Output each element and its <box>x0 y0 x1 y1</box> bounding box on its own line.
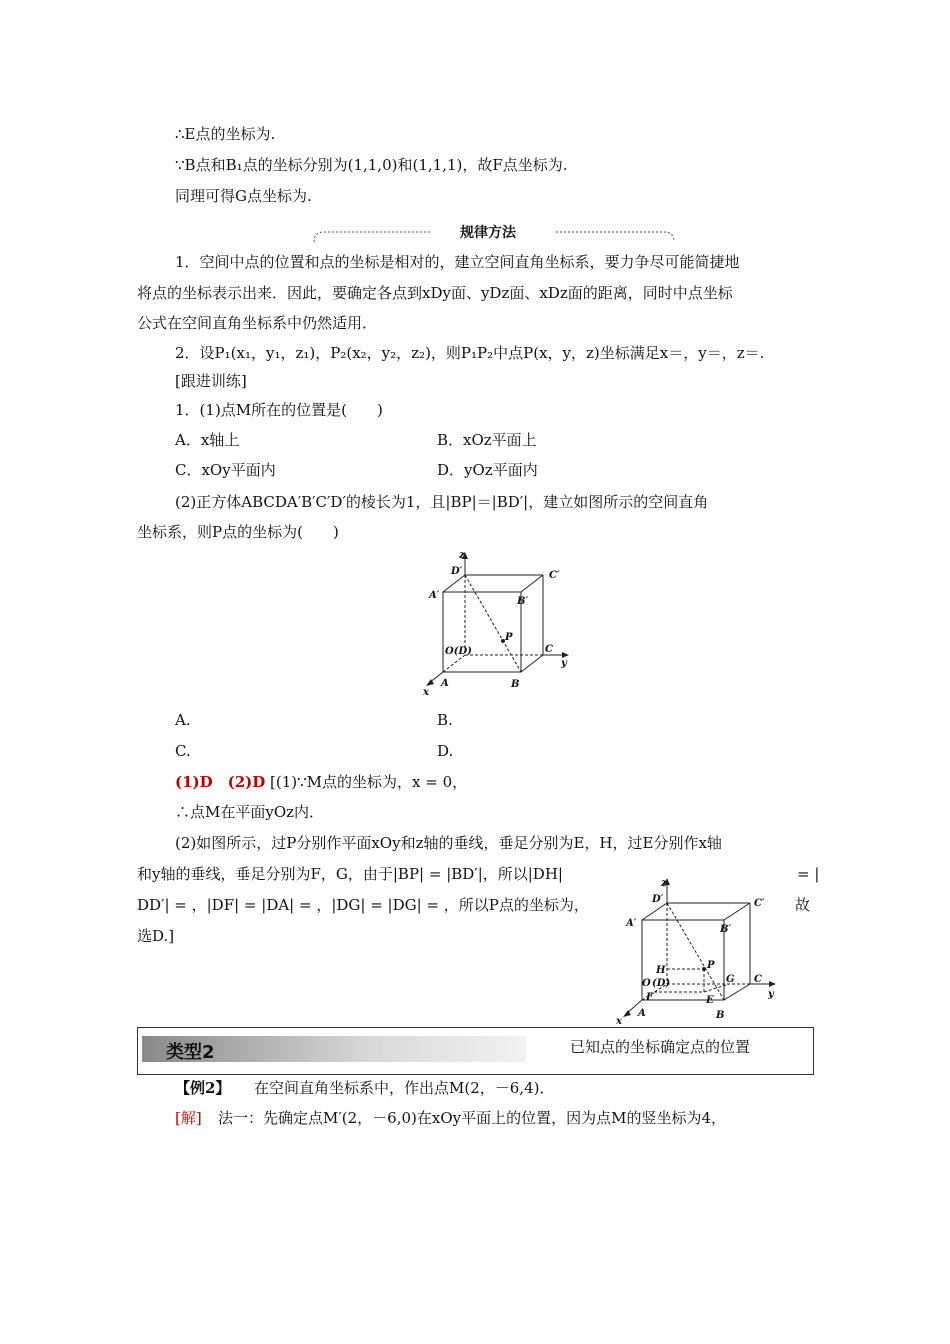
fig1-label: y <box>561 658 567 669</box>
fig2-label: A′ <box>626 918 637 929</box>
answer-b: B. <box>437 711 453 729</box>
option-b: B．xOz平面上 <box>437 431 537 449</box>
fig1-label: z <box>459 550 465 561</box>
fig2-label: G <box>726 974 735 985</box>
answer-c: C. <box>175 742 191 760</box>
answer-key: (1)D (2)D <box>175 773 266 791</box>
fig1-label: C <box>545 644 553 655</box>
follow-up-heading: [跟进训练] <box>175 372 247 390</box>
solution-line2: ∴点M在平面yOz内． <box>175 803 325 821</box>
solution-line5: DD′| = ，|DF| = |DA| = ，|DG| = |DG| = ，所以P点的坐标为， <box>137 896 589 914</box>
fig2-label: O <box>642 978 651 989</box>
solution-line5-right: 故 <box>795 896 811 914</box>
solution-line4: 和y轴的垂线，垂足分别为F，G，由于|BP| = |BD′|，所以|DH| <box>137 865 563 883</box>
method-p1-line1: 1．空间中点的位置和点的坐标是相对的，建立空间直角坐标系，要力争尽可能简捷地 <box>175 253 740 271</box>
fig1-label: x <box>423 687 429 698</box>
example-label: 【例2】 <box>175 1079 231 1097</box>
cube-figure-1 <box>415 548 590 698</box>
fig2-label: F <box>646 992 654 1003</box>
solution-label: [解] <box>175 1109 202 1127</box>
fig1-label: P <box>505 632 513 643</box>
fig2-label: P <box>707 960 715 971</box>
type-label: 类型2 <box>166 1042 215 1063</box>
line-e-coord: ∴E点的坐标为. <box>175 125 276 143</box>
solution-line3: (2)如图所示，过P分别作平面xOy和z轴的垂线，垂足分别为E，H，过E分别作x轴 <box>175 834 722 852</box>
example-text: 在空间直角坐标系中，作出点M(2，－6,4)． <box>254 1079 555 1097</box>
option-a: A．x轴上 <box>175 431 240 449</box>
fig2-label: x <box>616 1016 622 1027</box>
fig2-label: D′ <box>652 894 664 905</box>
fig1-label: B <box>511 679 520 690</box>
fig1-label: B′ <box>517 596 529 607</box>
fig2-label: z <box>661 878 667 889</box>
method-banner <box>312 222 676 244</box>
question-2-line1: (2)正方体ABCDA′B′C′D′的棱长为1，且|BP|＝|BD′|，建立如图所示的空间直角 <box>175 493 709 511</box>
fig1-label: C′ <box>549 570 560 581</box>
fig2-label: (D) <box>652 978 671 989</box>
fig2-label: C′ <box>754 898 765 909</box>
method-p2: 2．设P₁(x₁，y₁，z₁)，P₂(x₂，y₂，z₂)，则P₁P₂中点P(x，y，z)坐标满足x＝，y＝，z＝. <box>175 344 765 362</box>
line-f-coord: ∵B点和B₁点的坐标分别为(1,1,0)和(1,1,1)，故F点坐标为. <box>175 156 568 174</box>
question-1: 1．(1)点M所在的位置是( ) <box>175 401 383 419</box>
fig2-label: H <box>656 965 666 976</box>
answer-a: A. <box>175 711 191 729</box>
option-c: C．xOy平面内 <box>175 461 276 479</box>
method-p1-line3: 公式在空间直角坐标系中仍然适用． <box>137 314 378 332</box>
fig2-label: B′ <box>720 924 732 935</box>
fig2-label: C <box>754 974 762 985</box>
method-p1-line2: 将点的坐标表示出来．因此，要确定各点到xDy面、yDz面、xDz面的距离，同时中点坐标 <box>137 284 733 302</box>
solution-line6: 选D.] <box>137 927 175 945</box>
fig1-label: D′ <box>451 566 463 577</box>
cube-figure-2 <box>612 876 787 1028</box>
banner-label: 规律方法 <box>460 225 516 241</box>
method-1-text: 法一：先确定点M′(2，－6,0)在xOy平面上的位置，因为点M的竖坐标为4， <box>218 1109 727 1127</box>
answer-d: D. <box>437 742 454 760</box>
fig2-label: E <box>706 995 714 1006</box>
line-g-coord: 同理可得G点坐标为. <box>175 187 312 205</box>
option-d: D．yOz平面内 <box>437 461 538 479</box>
solution-line4-right: = | <box>797 865 820 883</box>
type-title: 已知点的坐标确定点的位置 <box>570 1038 751 1056</box>
type-label-bar <box>142 1036 526 1062</box>
solution-line1: [(1)∵M点的坐标为，x = 0， <box>270 773 468 791</box>
fig1-label: A′ <box>429 590 440 601</box>
question-2-line2: 坐标系，则P点的坐标为( ) <box>137 523 339 541</box>
fig2-label: B <box>716 1010 725 1021</box>
fig1-label: O(D) <box>445 646 472 657</box>
fig1-label: A <box>441 678 449 689</box>
fig2-label: A <box>638 1008 646 1019</box>
section-type-box <box>137 1027 814 1075</box>
fig2-label: y <box>768 989 774 1000</box>
